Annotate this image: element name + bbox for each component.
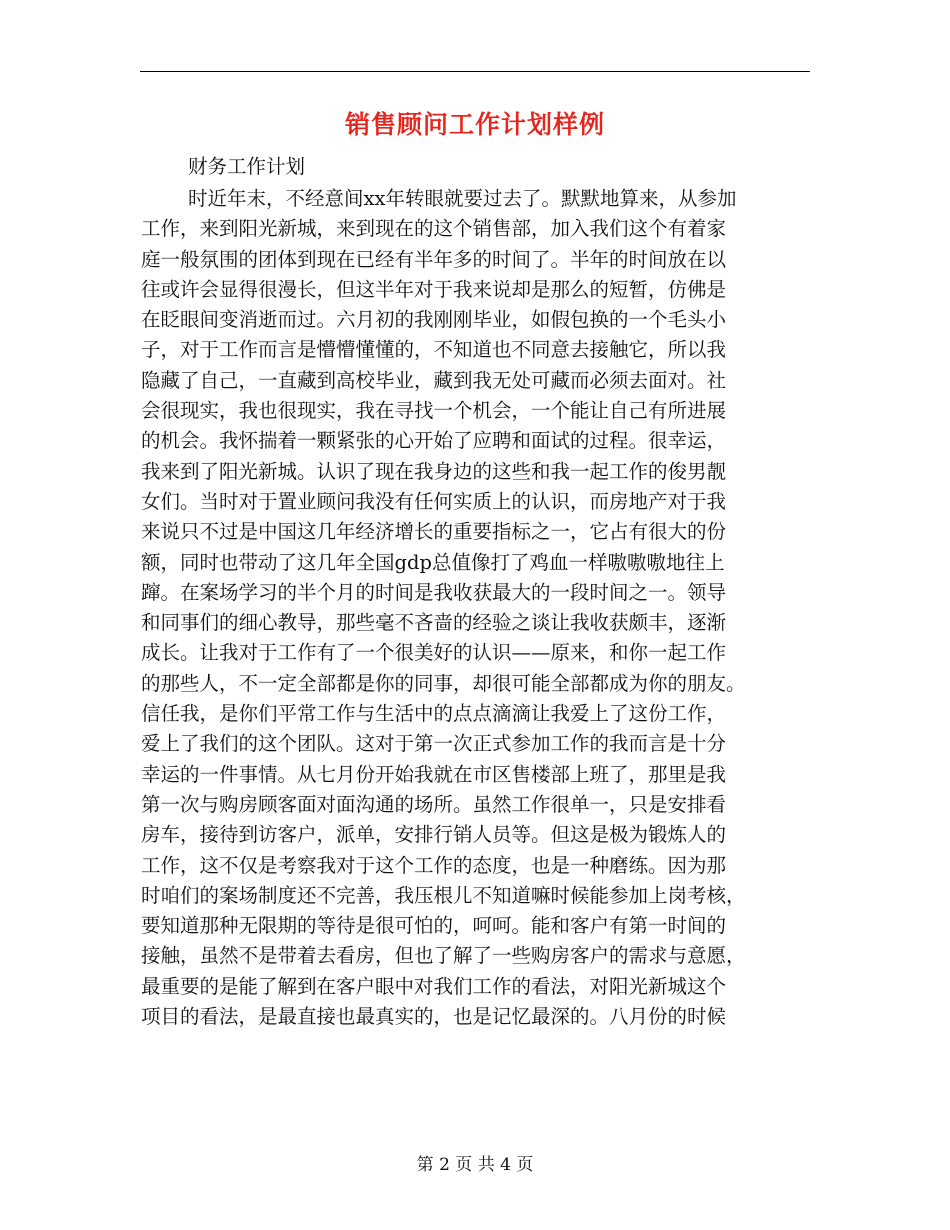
body-line: 项目的看法，是最直接也最真实的，也是记忆最深的。八月份的时候 xyxy=(141,1005,727,1029)
body-line: 女们。当时对于置业顾问我没有任何实质上的认识，而房地产对于我 xyxy=(141,489,727,513)
body-line: 庭一般氛围的团体到现在已经有半年多的时间了。半年的时间放在以 xyxy=(141,247,727,271)
body-line: 时咱们的案场制度还不完善，我压根儿不知道嘛时候能参加上岗考核， xyxy=(141,883,746,907)
body-line: 时近年末，不经意间xx年转眼就要过去了。默默地算来，从参加 xyxy=(188,187,737,210)
body-line: 来说只不过是中国这几年经济增长的重要指标之一，它占有很大的份 xyxy=(141,520,727,544)
body-line: 工作，这不仅是考察我对于这个工作的态度，也是一种磨练。因为那 xyxy=(141,853,727,877)
body-line: 子，对于工作而言是懵懵懂懂的，不知道也不同意去接触它，所以我 xyxy=(141,338,727,362)
header-rule xyxy=(140,71,810,72)
document-title: 销售顾问工作计划样例 xyxy=(344,110,605,139)
body-line: 信任我，是你们平常工作与生活中的点点滴滴让我爱上了这份工作， xyxy=(141,702,727,726)
body-line: 幸运的一件事情。从七月份开始我就在市区售楼部上班了，那里是我 xyxy=(141,762,727,786)
body-line: 蹿。在案场学习的半个月的时间是我收获最大的一段时间之一。领导 xyxy=(141,580,727,604)
body-line: 成长。让我对于工作有了一个很美好的认识——原来，和你一起工作 xyxy=(141,641,727,665)
body-line: 的机会。我怀揣着一颗紧张的心开始了应聘和面试的过程。很幸运， xyxy=(141,429,727,453)
body-line: 和同事们的细心教导，那些毫不吝啬的经验之谈让我收获颇丰，逐渐 xyxy=(141,611,727,635)
body-line: 房车，接待到访客户，派单，安排行销人员等。但这是极为锻炼人的 xyxy=(141,823,727,847)
body-line: 最重要的是能了解到在客户眼中对我们工作的看法，对阳光新城这个 xyxy=(141,974,727,998)
body-line: 额，同时也带动了这几年全国gdp总值像打了鸡血一样嗷嗷嗷地往上 xyxy=(141,550,725,574)
body-line: 往或许会显得很漫长，但这半年对于我来说却是那么的短暂，仿佛是 xyxy=(141,277,727,301)
body-line: 会很现实，我也很现实，我在寻找一个机会，一个能让自己有所进展 xyxy=(141,399,727,423)
page-number-footer: 第 2 页 共 4 页 xyxy=(416,1155,534,1175)
body-line: 工作，来到阳光新城，来到现在的这个销售部，加入我们这个有着家 xyxy=(141,217,727,241)
body-line: 的那些人，不一定全部都是你的同事，却很可能全部都成为你的朋友。 xyxy=(141,671,746,695)
body-line: 接触，虽然不是带着去看房，但也了解了一些购房客户的需求与意愿， xyxy=(141,944,746,968)
body-paragraph xyxy=(141,184,813,1032)
section-subheading: 财务工作计划 xyxy=(188,155,306,178)
body-line: 隐藏了自己，一直藏到高校毕业，藏到我无处可藏而必须去面对。社 xyxy=(141,368,727,392)
body-line: 第一次与购房顾客面对面沟通的场所。虽然工作很单一，只是安排看 xyxy=(141,792,727,816)
body-line: 爱上了我们的这个团队。这对于第一次正式参加工作的我而言是十分 xyxy=(141,732,727,756)
body-line: 要知道那种无限期的等待是很可怕的，呵呵。能和客户有第一时间的 xyxy=(141,914,727,938)
body-line: 我来到了阳光新城。认识了现在我身边的这些和我一起工作的俊男靓 xyxy=(141,459,727,483)
body-line: 在眨眼间变消逝而过。六月初的我刚刚毕业，如假包换的一个毛头小 xyxy=(141,308,727,332)
